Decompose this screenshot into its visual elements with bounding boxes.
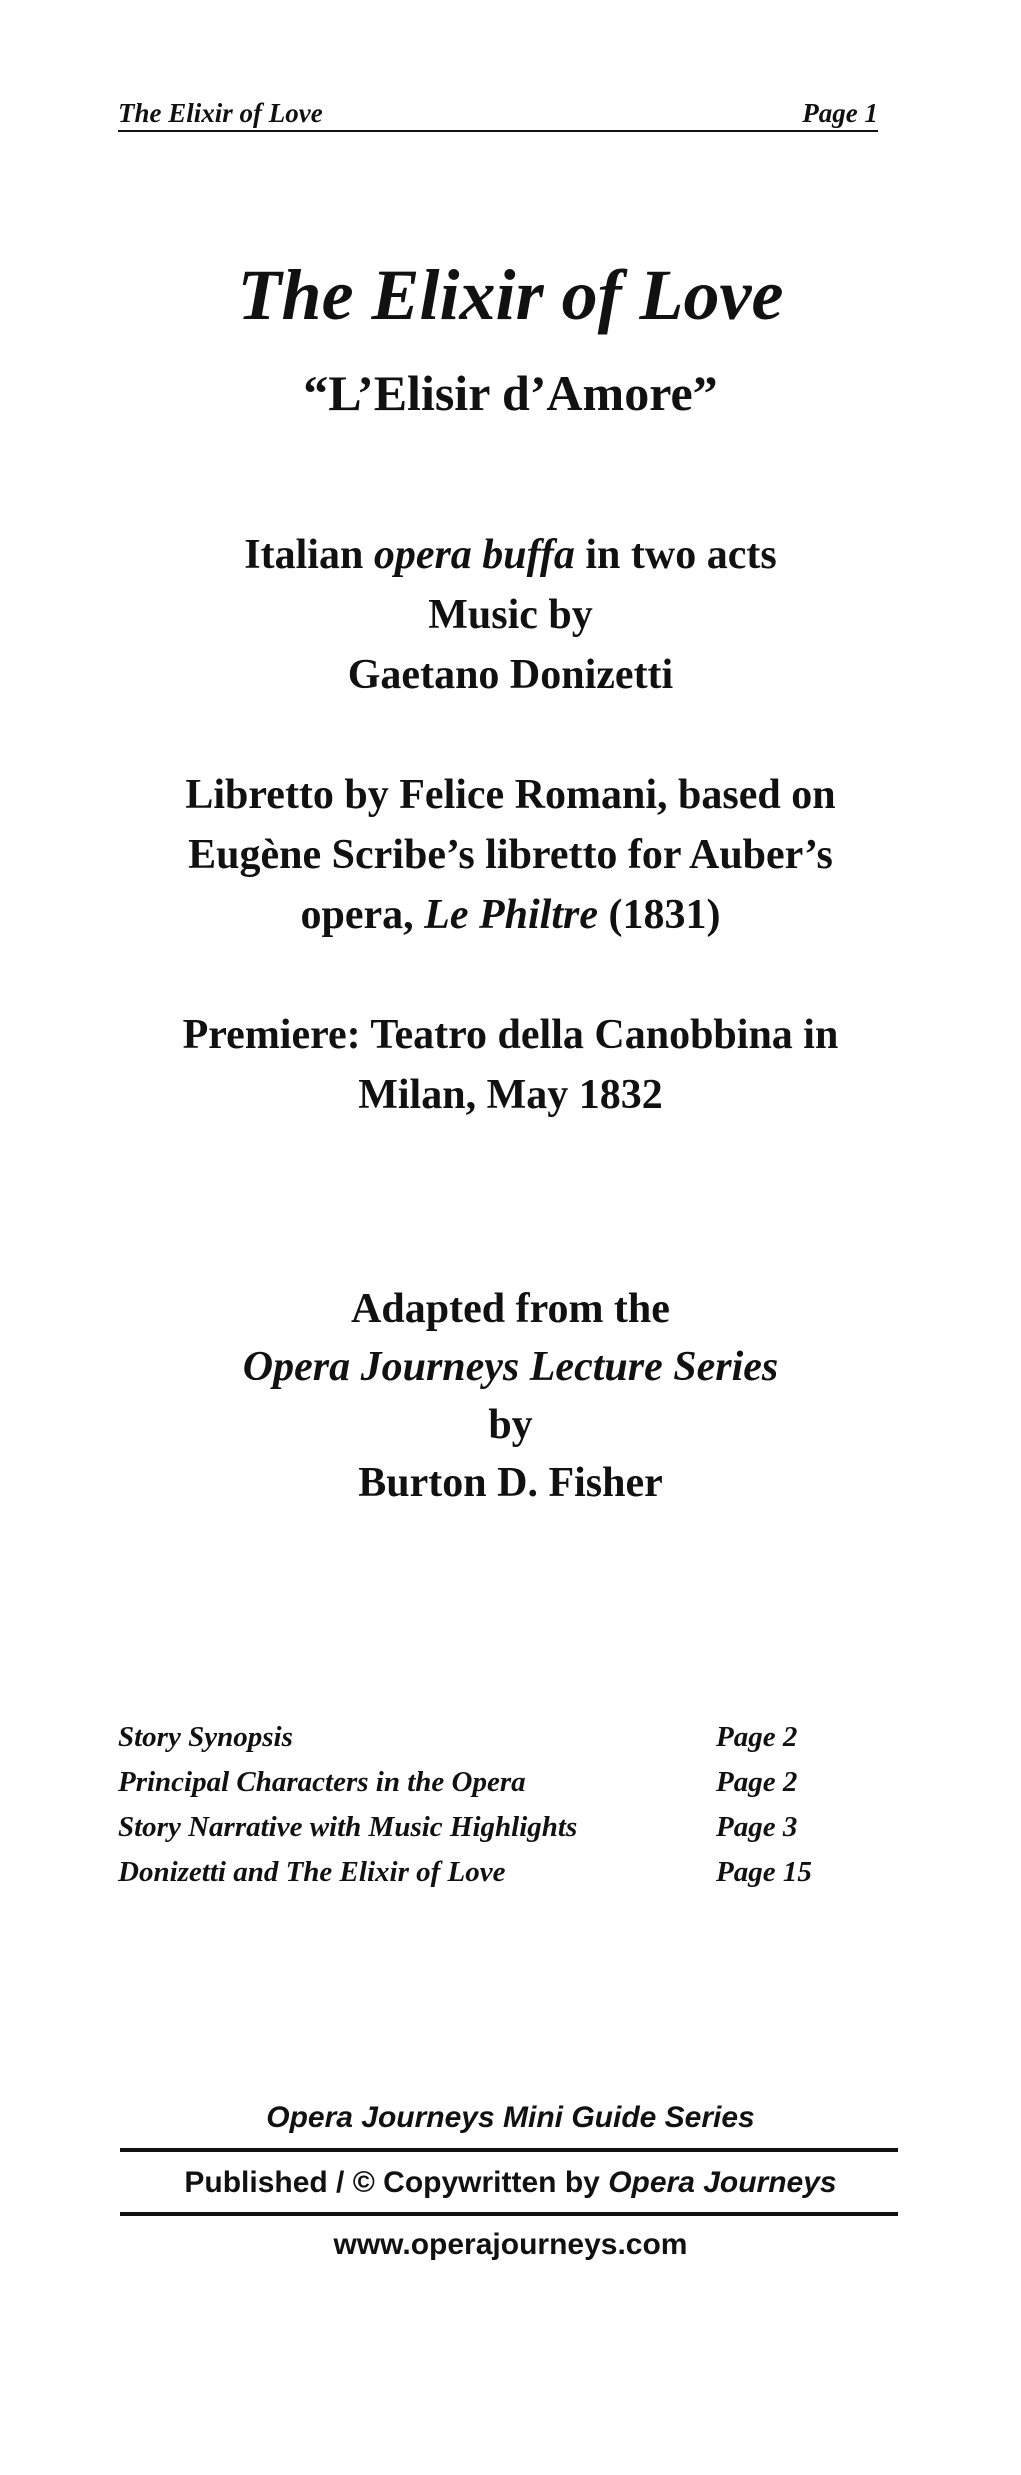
table-of-contents (118, 1715, 858, 1895)
toc-entry[interactable] (118, 1805, 858, 1850)
adapted-line: Adapted from the (351, 1286, 670, 1332)
lecture-series-italic: Opera Journeys Lecture Series (242, 1344, 779, 1390)
document-title: The Elixir of Love (237, 255, 784, 335)
libretto-line-2: Eugène Scribe’s libretto for Auber’s (188, 832, 833, 878)
opera-description (0, 525, 1021, 705)
libretto-line-3-italic: Le Philtre (424, 892, 598, 938)
author-name: Burton D. Fisher (358, 1460, 663, 1506)
toc-entry-label: Principal Characters in the Opera (118, 1766, 526, 1798)
premiere-line-1: Premiere: Teatro della Canobbina in (182, 1012, 839, 1058)
footer-divider-bottom (120, 2212, 898, 2216)
by-line: by (488, 1402, 533, 1448)
genre-italic: opera buffa (373, 532, 575, 578)
adapted-info (0, 1280, 1021, 1512)
footer-series-name: Opera Journeys Mini Guide Series (266, 2101, 755, 2134)
libretto-line-3-suffix: (1831) (597, 892, 721, 938)
libretto-line-1: Libretto by Felice Romani, based on (185, 772, 836, 818)
lecture-series (0, 1338, 1021, 1396)
libretto-line-3 (0, 885, 1021, 945)
running-header-title: The Elixir of Love (118, 98, 323, 128)
premiere-info (0, 1005, 1021, 1125)
running-header-page-number: Page 1 (802, 98, 878, 128)
footer-publisher-name: Opera Journeys (608, 2166, 837, 2199)
genre-suffix: in two acts (574, 532, 777, 578)
footer-publisher (0, 2163, 1021, 2203)
libretto-line-3-prefix: opera, (300, 892, 425, 938)
genre-prefix: Italian (244, 532, 374, 578)
toc-entry[interactable] (118, 1760, 858, 1805)
toc-entry-page: Page 15 (716, 1856, 812, 1888)
composer-line: Gaetano Donizetti (347, 652, 674, 698)
footer-website-link[interactable]: www.operajourneys.com (333, 2228, 688, 2261)
toc-entry-label: Story Narrative with Music Highlights (118, 1811, 578, 1843)
toc-entry[interactable] (118, 1850, 858, 1895)
toc-entry-page: Page 2 (716, 1721, 798, 1753)
genre-line (0, 525, 1021, 585)
music-by-line: Music by (428, 592, 593, 638)
toc-entry-label: Story Synopsis (118, 1721, 293, 1753)
running-header (118, 96, 878, 132)
libretto-info (0, 765, 1021, 945)
premiere-line-2: Milan, May 1832 (358, 1072, 663, 1118)
toc-entry[interactable] (118, 1715, 858, 1760)
original-title: “L’Elisir d’Amore” (303, 365, 718, 421)
footer-divider-top (120, 2148, 898, 2152)
toc-entry-label: Donizetti and The Elixir of Love (118, 1856, 506, 1888)
footer-publisher-prefix: Published / © Copywritten by (184, 2166, 609, 2199)
toc-entry-page: Page 3 (716, 1811, 798, 1843)
toc-entry-page: Page 2 (716, 1766, 798, 1798)
